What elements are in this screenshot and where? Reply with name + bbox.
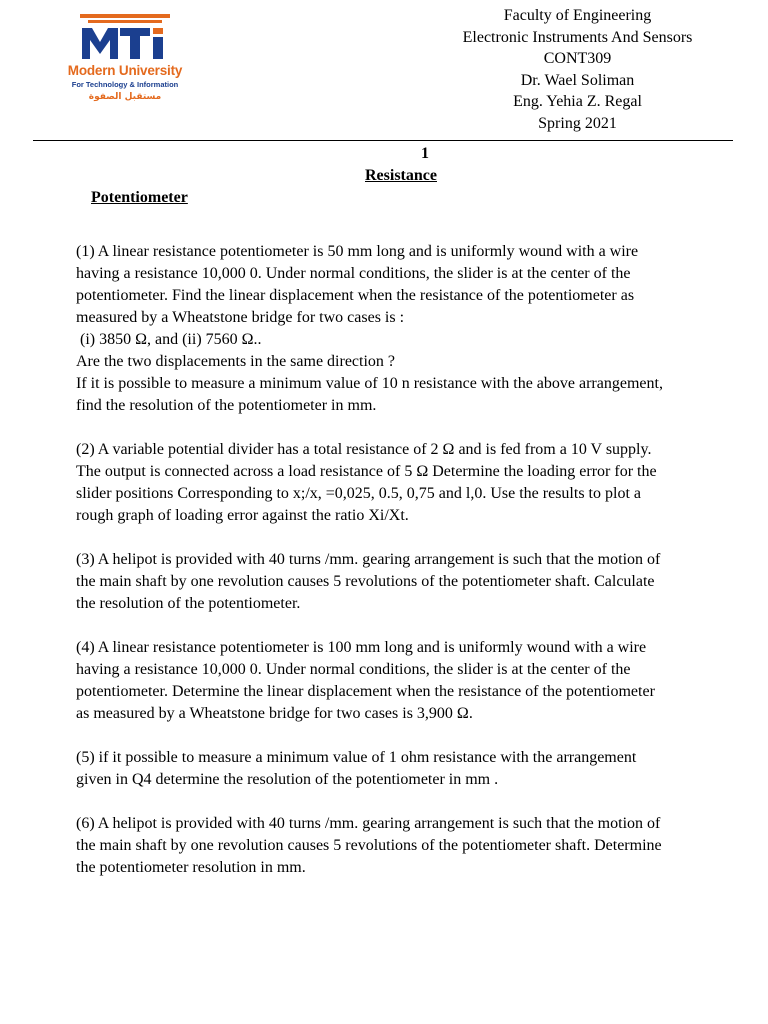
question-line: slider positions Corresponding to x;/x, =0,025, 0.5, 0,75 and l,0. Use the results to plot a [76,485,641,502]
instructor-name: Dr. Wael Soliman [520,71,635,89]
question-line: (4) A linear resistance potentiometer is 100 mm long and is uniformly wound with a wire [76,639,647,656]
document-header [420,5,735,135]
question-line: (6) A helipot is provided with 40 turns /mm. gearing arrangement is such that the motion of [76,815,661,832]
course-name: Electronic Instruments And Sensors [462,28,693,46]
logo-arabic-slogan: مستقبل الصفوة [88,92,162,102]
question-1 [76,241,736,417]
question-line: having a resistance 10,000 0. Under normal conditions, the slider is at the center of the [76,661,631,678]
question-line: the potentiometer resolution in mm. [76,859,306,876]
question-6 [76,813,736,879]
assistant-name: Eng. Yehia Z. Regal [513,93,642,111]
questions-list [76,241,736,901]
header-divider [33,140,733,141]
question-line: (5) if it possible to measure a minimum value of 1 ohm resistance with the arrangement [76,749,637,766]
logo-university-name: Modern University [67,63,183,78]
question-line: rough graph of loading error against the ratio Xi/Xt. [76,507,409,524]
term: Spring 2021 [538,114,617,132]
course-code: CONT309 [543,50,612,68]
question-line: potentiometer. Determine the linear displacement when the resistance of the potentiometer [76,683,655,700]
question-line: as measured by a Wheatstone bridge for two cases is 3,900 Ω. [76,705,473,722]
subsection-title: Potentiometer [91,189,188,206]
question-line: the main shaft by one revolution causes 5 revolutions of the potentiometer shaft. Calculate [76,573,655,590]
question-5 [76,747,736,791]
question-line: given in Q4 determine the resolution of the potentiometer in mm . [76,771,499,788]
question-line: (i) 3850 Ω, and (ii) 7560 Ω.. [76,331,262,348]
logo-tagline: For Technology & Information [71,80,179,89]
question-line: having a resistance 10,000 0. Under normal conditions, the slider is at the center of the [76,265,631,282]
question-3 [76,549,736,615]
question-line: The output is connected across a load resistance of 5 Ω Determine the loading error for the [76,463,657,480]
sheet-title: Resistance [365,167,437,184]
university-logo [50,14,200,106]
question-line: the main shaft by one revolution causes 5 revolutions of the potentiometer shaft. Determine [76,837,662,854]
question-line: the resolution of the potentiometer. [76,595,301,612]
sheet-number: 1 [421,145,429,162]
question-line: measured by a Wheatstone bridge for two cases is : [76,309,405,326]
question-line: (2) A variable potential divider has a total resistance of 2 Ω and is fed from a 10 V supply. [76,441,652,458]
question-line: (3) A helipot is provided with 40 turns /mm. gearing arrangement is such that the motion of [76,551,661,568]
question-line: If it is possible to measure a minimum value of 10 n resistance with the above arrangement, [76,375,663,392]
faculty-name: Faculty of Engineering [503,7,652,24]
question-line: find the resolution of the potentiometer in mm. [76,397,377,414]
question-line: potentiometer. Find the linear displacement when the resistance of the potentiometer as [76,287,635,304]
question-4 [76,637,736,725]
question-2 [76,439,736,527]
question-line: Are the two displacements in the same direction ? [76,353,396,370]
mti-logo-mark [80,14,170,60]
question-line: (1) A linear resistance potentiometer is 50 mm long and is uniformly wound with a wire [76,243,639,260]
